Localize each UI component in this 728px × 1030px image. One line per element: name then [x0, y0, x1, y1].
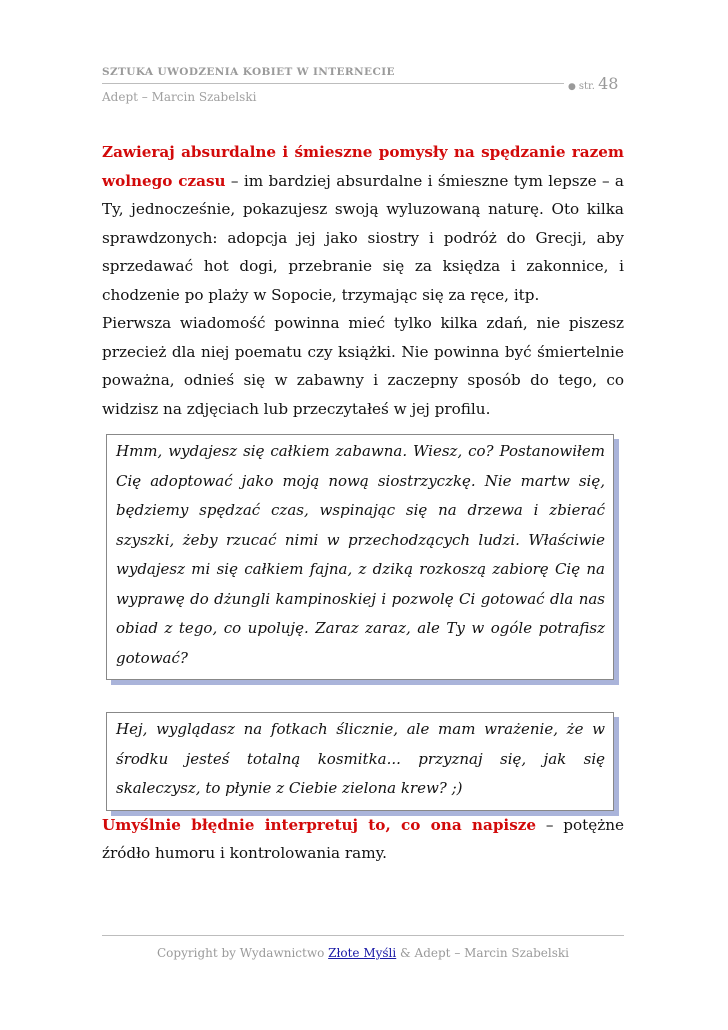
publisher-link[interactable]: Złote Myśli [328, 946, 397, 960]
page-content [102, 138, 624, 868]
book-title: SZTUKA UWODZENIA KOBIET W INTERNECIE [102, 66, 395, 78]
example-message-box [106, 434, 614, 680]
copyright-prefix: Copyright by Wydawnictwo [157, 946, 329, 960]
paragraph-misinterpret [102, 811, 624, 868]
paragraph-text: – potężne źródło humoru i kontrolowania ramy. [102, 815, 624, 862]
page-label: str. [578, 81, 595, 92]
header-rule [102, 83, 564, 84]
paragraph-first-message: Pierwsza wiadomość powinna mieć tylko kilka zdań, nie piszesz przecież dla niej poematu czy książki. Nie powinna być śmiertelnie poważna, odnieś się w zabawny i zaczepny sposób do tego, co widzisz na zdjęciach lub przeczytałeś w jej profilu. [102, 314, 624, 418]
example-message-box [106, 712, 614, 811]
page-footer [102, 935, 624, 960]
copyright-notice [102, 946, 624, 960]
book-author: Adept – Marcin Szabelski [102, 90, 257, 104]
page-number-label [568, 74, 618, 93]
example-message-text: Hmm, wydajesz się całkiem zabawna. Wiesz, co? Postanowiłem Cię adoptować jako moją nową siostrzyczkę. Nie martw się, będziemy spędzać czas, wspinając się na drzewa i zbierać szyszki, żeby rzucać nimi w przechodzących ludzi. Właściwie wydajesz mi się całkiem fajna, z dziką rozkoszą zabiorę Cię na wyprawę do dżungli kampinoskiej i pozwolę Ci gotować dla nas obiad z tego, co upoluję. Zaraz zaraz, ale Ty w ogóle potrafisz gotować? [116, 442, 605, 667]
paragraph-text: – im bardziej absurdalne i śmieszne tym lepsze – a Ty, jednocześnie, pokazujesz swoją wyluzowaną naturę. Oto kilka sprawdzonych: adopcja jej jako siostry i podróż do Grecji, aby sprzedawać hot dogi, przebranie się za księdza i zakonnice, i chodzenie po plaży w Sopocie, trzymając się za ręce, itp. [102, 171, 624, 304]
example-message-text: Hej, wyglądasz na fotkach ślicznie, ale mam wrażenie, że w środku jesteś totalną kosmitka... przyznaj się, jak się skaleczysz, to płynie z Ciebie zielona krew? ;) [116, 720, 605, 797]
footer-rule [102, 935, 624, 936]
page-number: 48 [598, 74, 619, 93]
bullet-icon: ● [568, 82, 576, 92]
paragraph-absurd-ideas [102, 138, 624, 309]
highlight-heading: Zawieraj absurdalne i śmieszne pomysły na spędzanie razem wolnego czasu [102, 143, 624, 190]
highlight-heading: Umyślnie błędnie interpretuj to, co ona napisze [102, 815, 537, 834]
copyright-suffix: & Adept – Marcin Szabelski [396, 946, 569, 960]
page-header [102, 66, 624, 104]
